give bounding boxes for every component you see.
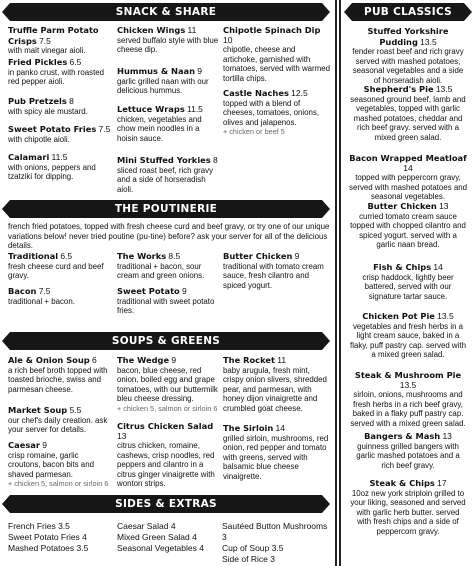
item-name: Traditional	[8, 251, 59, 261]
menu-item	[349, 26, 467, 85]
item-desc: traditional + bacon.	[8, 296, 75, 306]
item-desc: with onions, peppers and tzatziki for dipping.	[8, 162, 96, 181]
item-price: 14	[403, 162, 413, 173]
menu-item	[8, 355, 112, 394]
item-desc: topped with peppercorn gravy, served with mashed potatoes and seasonal vegetables.	[349, 173, 467, 201]
item-name: Market Soup	[8, 405, 68, 415]
item-price: 13	[439, 201, 449, 211]
side-item: Mashed Potatoes 3.5	[8, 543, 89, 553]
item-name: Truffle Parm Potato Crisps	[8, 25, 99, 46]
item-desc: crisp romaine, garlic croutons, bacon bits and shaved parmesan.	[8, 450, 94, 479]
item-name: Shepherd's Pie	[363, 84, 434, 94]
menu-item	[8, 286, 112, 306]
item-name: Citrus Chicken Salad	[117, 421, 214, 431]
item-name: Butter Chicken	[367, 201, 437, 211]
item-price: 7.5	[38, 286, 51, 296]
item-price: 6	[91, 355, 97, 365]
item-desc: traditional + bacon, sour cream and green onions.	[117, 261, 205, 280]
item-price: 13	[117, 430, 127, 441]
item-price: 14	[275, 423, 285, 433]
item-price: 17	[437, 478, 447, 488]
item-desc: fender roast beef and rich gravy served with mashed potatoes, seasonal vegetables and a side of horseradish aioli.	[352, 47, 464, 85]
item-desc: citrus chicken, romaine, cashews, crisp noodles, red peppers and cilantro in a citrus ginger vinaigrette with wonton strips.	[117, 441, 215, 488]
menu-item	[117, 251, 219, 281]
column-divider-left	[335, 0, 337, 566]
item-name: Chicken Wings	[117, 25, 186, 35]
item-name: Fish & Chips	[373, 262, 432, 272]
item-name: Caesar	[8, 440, 40, 450]
item-desc: sirloin, onions, mushrooms and fresh herbs in a rich beef gravy, baked in a flaky puff pastry cap. served with a mixed green salad.	[350, 390, 466, 428]
item-name: Chipotle Spinach Dip	[223, 25, 321, 35]
item-desc: with chipotle aioli.	[8, 134, 70, 144]
item-desc: fresh cheese curd and beef gravy.	[8, 261, 104, 280]
menu-item	[349, 370, 467, 428]
menu-item	[8, 405, 112, 435]
menu-item	[8, 124, 114, 144]
item-price: 7.5	[98, 124, 111, 134]
section-banner-poutinerie: THE POUTINERIE	[10, 200, 322, 218]
item-price: 10	[223, 34, 233, 45]
menu-item	[117, 25, 219, 55]
item-price: 13.5	[435, 84, 453, 94]
item-name: The Works	[117, 251, 167, 261]
side-item: Sautéed Button Mushrooms 3	[222, 521, 328, 542]
item-desc: seasoned ground beef, lamb and vegetables, topped with garlic mashed potatoes, cheddar and rich beef gravy. served with a mixed green salad.	[350, 94, 466, 142]
item-desc: chicken, vegetables and chow mein noodles in a hoisin sauce.	[117, 114, 202, 143]
item-name: Stuffed Yorkshire Pudding	[367, 26, 449, 47]
item-name: Ale & Onion Soup	[8, 355, 90, 365]
item-price: 11.5	[187, 104, 203, 114]
item-name: The Rocket	[223, 355, 275, 365]
item-desc: our chef's daily creation. ask your server for details.	[8, 415, 108, 434]
side-item: Cup of Soup 3.5	[222, 543, 284, 553]
item-price: 12.5	[291, 88, 308, 98]
item-name: Steak & Mushroom Pie	[354, 370, 462, 380]
item-name: Chicken Pot Pie	[362, 311, 435, 321]
item-name: Sweet Potato Fries	[8, 124, 97, 134]
item-price: 13.5	[399, 379, 417, 390]
menu-item	[8, 440, 112, 489]
item-name: The Sirloin	[223, 423, 274, 433]
item-desc: traditional with sweet potato fries.	[117, 296, 215, 315]
item-desc: curried tomato cream sauce topped with chopped cilantro and spiced yogurt. served with a garlic naan bread.	[350, 211, 466, 249]
menu-item	[8, 96, 114, 116]
item-price: 13.5	[437, 311, 454, 321]
item-desc: 10oz new york striploin grilled to your liking, seasoned and served with garlic herb butter. served with fresh chips and a side of peppercorn gravy.	[350, 488, 466, 536]
item-addon: + chicken 5, salmon or sirloin 6	[8, 479, 109, 488]
item-desc: a rich beef broth topped with toasted brioche, swiss and parmesan cheese.	[8, 365, 108, 394]
menu-item	[8, 152, 114, 182]
menu-item	[223, 25, 331, 83]
item-price: 14	[433, 262, 443, 272]
side-item: Seasonal Vegetables 4	[117, 543, 204, 553]
item-price: 13.5	[420, 36, 437, 47]
menu-item	[349, 311, 467, 360]
section-banner-snack-share: SNACK & SHARE	[10, 3, 322, 21]
item-price: 11.5	[51, 152, 68, 162]
item-desc: topped with a blend of cheeses, tomatoes, onions, olives and jalapenos.	[223, 98, 320, 127]
menu-item	[223, 423, 331, 481]
item-desc: sliced roast beef, rich gravy and a side of horseradish aioli.	[117, 165, 214, 194]
section-banner-pub-classics: PUB CLASSICS	[352, 3, 464, 21]
item-desc: baby arugula, fresh mint, crispy onion slivers, shredded pear, and parmesan, with honey dijon vinaigrette and crumbled goat cheese.	[223, 365, 327, 413]
item-name: Butter Chicken	[223, 251, 293, 261]
section-banner-soups-greens: SOUPS & GREENS	[10, 332, 322, 350]
item-price: 9	[182, 286, 187, 296]
item-name: Calamari	[8, 152, 50, 162]
item-desc: vegetables and fresh herbs in a light cream sauce, baked in a flaky, puff pastry cap. served with a mixed green salad.	[350, 321, 466, 359]
menu-item	[117, 104, 219, 143]
menu-item	[8, 57, 114, 87]
menu-item	[349, 478, 467, 536]
poutinerie-intro: french fried potatoes, topped with fresh cheese curd and beef gravy, or try one of our unique variations below! never tried poutine (pu-tine) before? ask your server for all of the delicious details.	[8, 222, 330, 251]
item-desc: bacon, blue cheese, red onion, boiled egg and grape tomatoes, with our buttermilk bleu cheese dressing.	[117, 365, 218, 403]
menu-item	[349, 84, 467, 142]
menu-item	[223, 88, 331, 137]
item-price: 8.5	[168, 251, 181, 261]
menu-item	[117, 66, 219, 96]
item-name: Bacon	[8, 286, 37, 296]
item-desc: traditional with tomato cream sauce, fresh cilantro and spiced yogurt.	[223, 261, 324, 290]
item-desc: guinness grilled bangers with garlic mashed potatoes and a rich beef gravy.	[356, 441, 460, 470]
item-price: 9	[171, 355, 177, 365]
section-banner-sides-extras: SIDES & EXTRAS	[10, 495, 322, 513]
item-name: Mini Stuffed Yorkies	[117, 155, 211, 165]
menu-item	[349, 262, 467, 301]
item-price: 9	[42, 440, 47, 450]
item-price: 6.5	[69, 57, 82, 67]
column-divider-right	[339, 0, 341, 566]
menu-item	[349, 153, 467, 202]
item-name: Fried Pickles	[8, 57, 68, 67]
item-price: 6.5	[60, 251, 73, 261]
sides-column-3	[222, 521, 334, 565]
item-price: 5.5	[69, 405, 82, 415]
menu-item	[223, 355, 331, 413]
item-price: 11	[277, 355, 287, 365]
item-name: Pub Pretzels	[8, 96, 67, 106]
item-name: The Wedge	[117, 355, 170, 365]
side-item: French Fries 3.5	[8, 521, 70, 531]
item-desc: served buffalo style with blue cheese dip.	[117, 35, 219, 54]
item-price: 9	[294, 251, 300, 261]
menu-item	[8, 25, 114, 56]
item-desc: in panko crust, with roasted red pepper aioli.	[8, 67, 105, 86]
sides-column-2	[117, 521, 221, 554]
item-name: Bacon Wrapped Meatloaf	[349, 153, 467, 163]
item-price: 8	[212, 155, 218, 165]
item-name: Sweet Potato	[117, 286, 180, 296]
item-desc: with malt vinegar aioli.	[8, 46, 86, 55]
item-name: Bangers & Mash	[364, 431, 441, 441]
item-desc: with spicy ale mustard.	[8, 106, 88, 116]
item-desc: garlic grilled naan with our delicious hummus.	[117, 76, 209, 95]
menu-item	[117, 355, 219, 413]
menu-item	[8, 251, 112, 281]
item-price: 9	[197, 66, 203, 76]
menu-item	[117, 421, 219, 489]
menu-item	[117, 155, 219, 194]
item-name: Hummus & Naan	[117, 66, 196, 76]
item-price: 13	[442, 431, 452, 441]
menu-item	[223, 251, 331, 290]
item-desc: grilled sirloin, mushrooms, red onion, red pepper and tomato with greens, served with balsamic blue cheese vinaigrette.	[223, 433, 329, 481]
side-item: Side of Rice 3	[222, 554, 275, 564]
item-addon: + chicken or beef 5	[223, 127, 285, 136]
side-item: Caesar Salad 4	[117, 521, 176, 531]
menu-item	[117, 286, 219, 316]
side-item: Sweet Potato Fries 4	[8, 532, 87, 542]
item-desc: crisp haddock, lightly beer battered, served with our signature tartar sauce.	[362, 272, 454, 301]
menu-item	[349, 431, 467, 470]
side-item: Mixed Green Salad 4	[117, 532, 197, 542]
item-price: 11	[187, 25, 197, 35]
item-desc: chipotle, cheese and artichoke, garnished with tomatoes, served with warmed tortilla chips.	[223, 45, 331, 83]
item-name: Lettuce Wraps	[117, 104, 185, 114]
menu-item	[349, 201, 467, 250]
item-name: Castle Naches	[223, 88, 289, 98]
item-name: Steak & Chips	[369, 478, 435, 488]
sides-column-1	[8, 521, 114, 554]
item-price: 7.5	[39, 35, 51, 46]
item-price: 8	[69, 96, 74, 106]
item-addon: + chicken 5, salmon or sirloin 6	[117, 403, 218, 413]
